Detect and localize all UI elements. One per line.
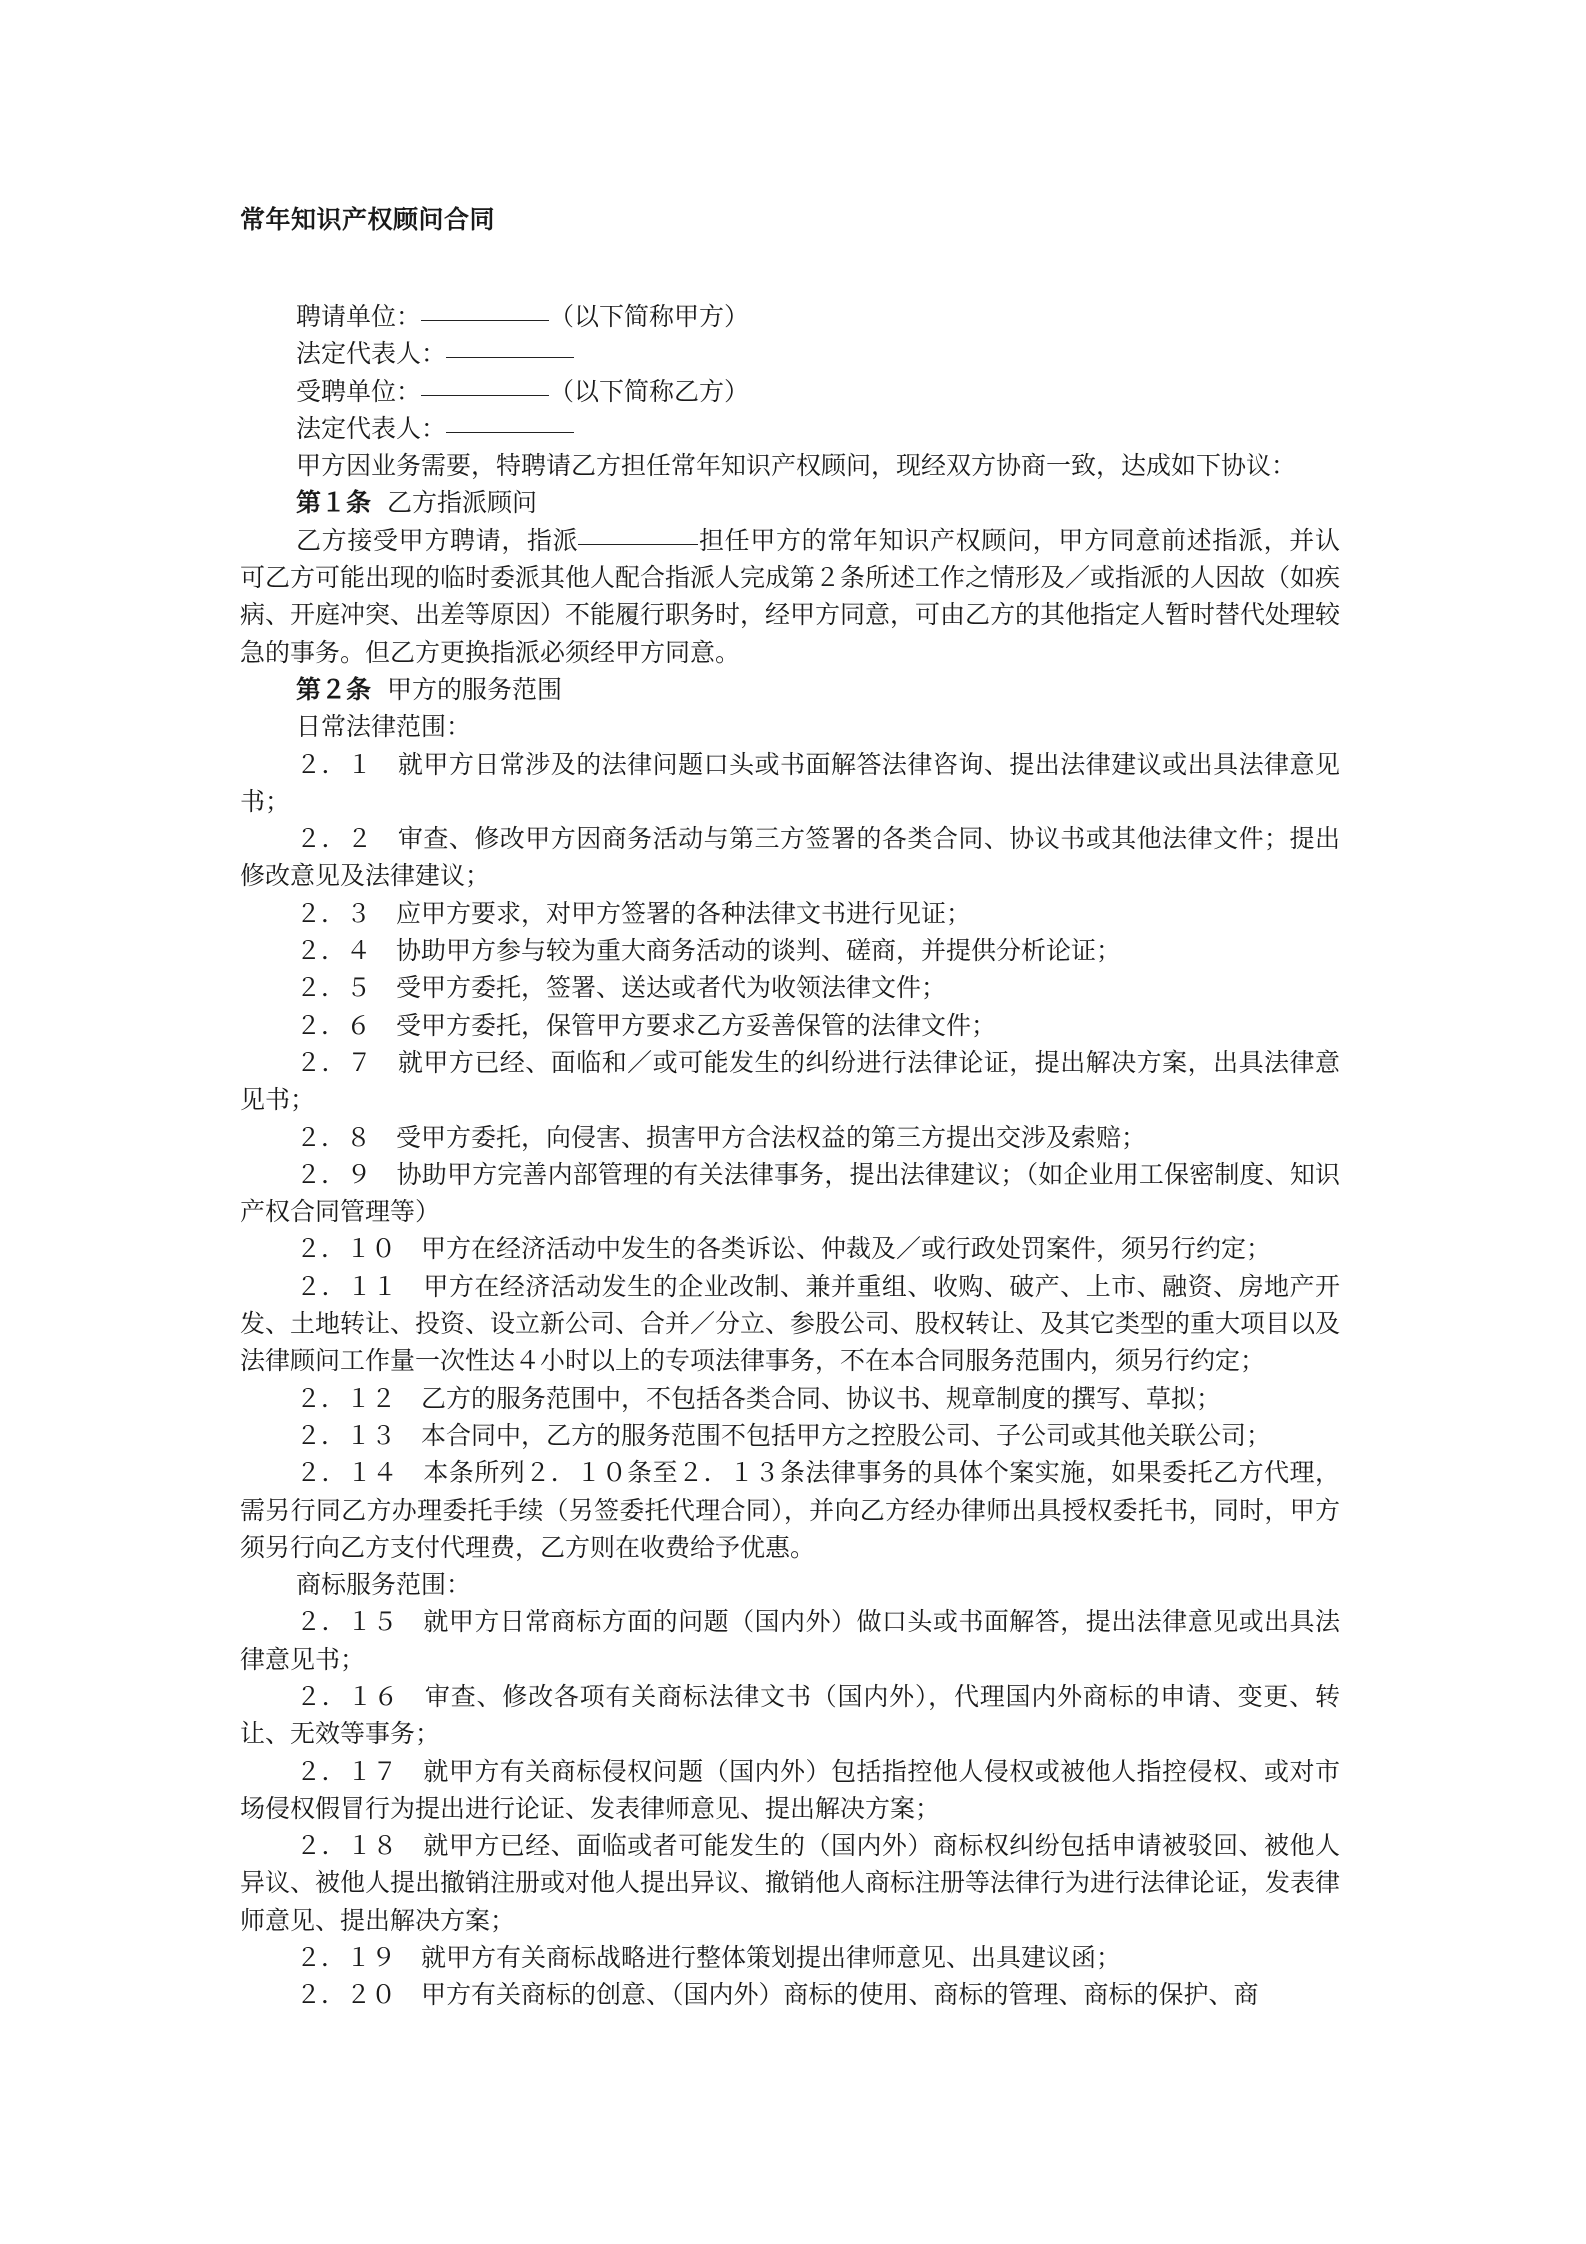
employee-note: （以下简称乙方） [549, 376, 750, 406]
clause-item: ２．１４ 本条所列２．１０条至２．１３条法律事务的具体个案实施，如果委托乙方代理，需另行同乙方办理委托手续（另签委托代理合同），并向乙方经办律师出具授权委托书，同时，甲方须另行向乙方支付代理费，乙方则在收费给予优惠。 [240, 1458, 1340, 1562]
employer-note: （以下简称甲方） [549, 302, 750, 331]
article-1-text-a: 乙方接受甲方聘请，指派 [296, 525, 579, 555]
rep2-label: 法定代表人： [296, 413, 447, 443]
article-2-heading [240, 671, 1340, 708]
daily-items-list [240, 746, 1340, 1567]
clause-item: ２．１９ 就甲方有关商标战略进行整体策划提出律师意见、出具建议函； [296, 1943, 1122, 1973]
trademark-items-list [240, 1603, 1340, 2013]
appointee-blank [578, 543, 698, 545]
clause-item: ２．９ 协助甲方完善内部管理的有关法律事务，提出法律建议；（如企业用工保密制度、知识产权合同管理等） [240, 1159, 1340, 1227]
article-2-title: 甲方的服务范围 [387, 674, 563, 704]
article-1-title: 乙方指派顾问 [387, 488, 538, 518]
clause-item: ２．５ 受甲方委托，签署、送达或者代为收领法律文件； [296, 973, 947, 1003]
employer-label: 聘请单位： [296, 302, 422, 331]
clause-item: ２．１７ 就甲方有关商标侵权问题（国内外）包括指控他人侵权或被他人指控侵权、或对市场侵权假冒行为提出进行论证、发表律师意见、提出解决方案； [240, 1756, 1340, 1823]
article-1-text-b: 担任甲方的常年知识产权顾问，甲方同意前述指派，并认可乙方可能出现的临时委派其他人配合指派人完成第２条所述工作之情形及／或指派的人因故（如疾病、开庭冲突、出差等原因）不能履行职务时，经甲方同意，可由乙方的其他指定人暂时替代处理较急的事务。但乙方更换指派必须经甲方同意。 [240, 525, 1341, 667]
intro-paragraph: 甲方因业务需要，特聘请乙方担任常年知识产权顾问，现经双方协商一致，达成如下协议： [296, 451, 1297, 481]
employee-line [240, 373, 1340, 410]
clause-item: ２．１５ 就甲方日常商标方面的问题（国内外）做口头或书面解答，提出法律意见或出具法律意见书； [240, 1607, 1340, 1674]
clause-item: ２．２０ 甲方有关商标的创意、（国内外）商标的使用、商标的管理、商标的保护、商 [296, 1980, 1259, 2010]
article-2-number: 第２条 [296, 674, 372, 704]
clause-item: ２．１ 就甲方日常涉及的法律问题口头或书面解答法律咨询、提出法律建议或出具法律意见书； [240, 749, 1340, 816]
rep1-label: 法定代表人： [296, 339, 447, 369]
trademark-scope-label: 商标服务范围： [296, 1570, 472, 1600]
document-title: 常年知识产权顾问合同 [240, 205, 496, 234]
rep1-line [240, 335, 1340, 372]
clause-item: ２．３ 应甲方要求，对甲方签署的各种法律文书进行见证； [296, 898, 972, 928]
rep2-blank [446, 431, 574, 433]
clause-item: ２．８ 受甲方委托，向侵害、损害甲方合法权益的第三方提出交涉及索赔； [296, 1122, 1147, 1152]
clause-item: ２．１６ 审查、修改各项有关商标法律文书（国内外），代理国内外商标的申请、变更、转让、无效等事务； [240, 1681, 1340, 1749]
article-1-number: 第１条 [296, 488, 372, 518]
article-1-heading [240, 484, 1340, 521]
employer-line [240, 298, 1340, 335]
clause-item: ２．１２ 乙方的服务范围中，不包括各类合同、协议书、规章制度的撰写、草拟； [296, 1383, 1222, 1413]
clause-item: ２．１８ 就甲方已经、面临或者可能发生的（国内外）商标权纠纷包括申请被驳回、被他人异议、被他人提出撤销注册或对他人提出异议、撤销他人商标注册等法律行为进行法律论证，发表律师意见、提出解决方案； [240, 1831, 1341, 1935]
clause-item: ２．６ 受甲方委托，保管甲方要求乙方妥善保管的法律文件； [296, 1010, 997, 1040]
article-1-text [240, 522, 1340, 671]
employee-label: 受聘单位： [296, 376, 422, 406]
clause-item: ２．２ 审查、修改甲方因商务活动与第三方签署的各类合同、协议书或其他法律文件；提出修改意见及法律建议； [240, 824, 1340, 891]
document-body [240, 298, 1340, 2014]
clause-item: ２．１０ 甲方在经济活动中发生的各类诉讼、仲裁及／或行政处罚案件，须另行约定； [296, 1234, 1272, 1264]
daily-scope-label: 日常法律范围： [296, 712, 472, 742]
clause-item: ２．４ 协助甲方参与较为重大商务活动的谈判、磋商，并提供分析论证； [296, 936, 1122, 966]
clause-item: ２．１３ 本合同中，乙方的服务范围不包括甲方之控股公司、子公司或其他关联公司； [296, 1420, 1272, 1450]
rep2-line [240, 410, 1340, 447]
rep1-blank [446, 356, 574, 358]
clause-item: ２．１１ 甲方在经济活动发生的企业改制、兼并重组、收购、破产、上市、融资、房地产开发、土地转让、投资、设立新公司、合并／分立、参股公司、股权转让、及其它类型的重大项目以及法律顾问工作量一次性达４小时以上的专项法律事务，不在本合同服务范围内，须另行约定； [240, 1271, 1341, 1376]
employer-blank [421, 319, 549, 321]
clause-item: ２．７ 就甲方已经、面临和／或可能发生的纠纷进行法律论证，提出解决方案，出具法律意见书； [240, 1047, 1340, 1115]
employee-blank [421, 394, 549, 396]
